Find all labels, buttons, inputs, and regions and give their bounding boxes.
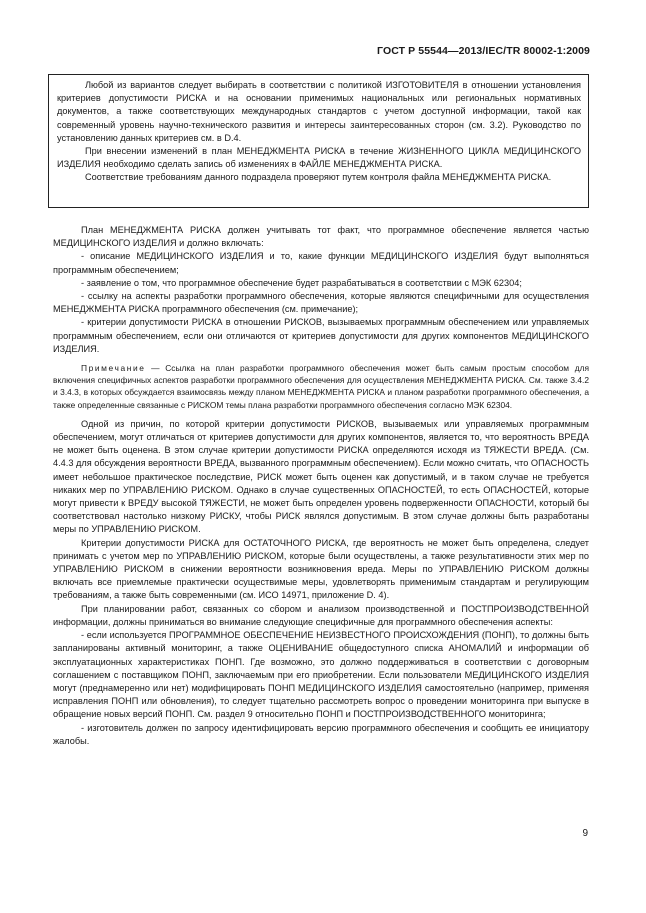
planning-paragraph: При планировании работ, связанных со сбором и анализом производственной и ПОСТПРОИЗВОДСТВЕННОЙ информации, должны приниматься во внимание следующие специфичные для программного обеспечения аспекты: <box>53 603 589 627</box>
box-paragraph-compliance: Соответствие требованиям данного подраздела проверяют путем контроля файла МЕНЕДЖМЕНТА РИСКА. <box>85 172 552 183</box>
list-item: - изготовитель должен по запросу идентифицировать версию программного обеспечения и сообщить ее инициатору жалобы. <box>53 722 589 746</box>
box-paragraph-changes: При внесении изменений в план МЕНЕДЖМЕНТА РИСКА в течение ЖИЗНЕННОГО ЦИКЛА МЕДИЦИНСКОГО ИЗДЕЛИЯ необходимо сделать запись об изменениях в ФАЙЛЕ МЕНЕДЖМЕНТА РИСКА. <box>57 146 581 170</box>
list-item: - критерии допустимости РИСКА в отношении РИСКОВ, вызываемых программным обеспечением или управляемых программным обеспечением, если они отличаются от критериев допустимости для других компонентов МЕДИЦИНСКОГО ИЗДЕЛИЯ. <box>53 317 589 354</box>
list-item: - ссылку на аспекты разработки программного обеспечения, которые являются специфичными для осуществления МЕНЕДЖМЕНТА РИСКА программного обеспечения (см. примечание); <box>53 291 589 315</box>
note-paragraph <box>53 362 589 411</box>
residual-risk-paragraph: Критерии допустимости РИСКА для ОСТАТОЧНОГО РИСКА, где вероятность не может быть определена, следует принимать с учетом мер по УПРАВЛЕНИЮ РИСКОМ, которые были осуществлены, а также результативности этих мер по УПРАВЛЕНИЮ РИСКОМ в снижении вероятности возникновения вреда. Меры по УПРАВЛЕНИЮ РИСКОМ должны включать все приемлемые практически осуществимые меры, удовлетворять применимым стандартам и регулирующим требованиям, а также быть современными (см. ИСО 14971, приложение D. 4). <box>53 537 589 601</box>
list-item: - описание МЕДИЦИНСКОГО ИЗДЕЛИЯ и то, какие функции МЕДИЦИНСКОГО ИЗДЕЛИЯ будут выполняться программным обеспечением; <box>53 251 589 275</box>
harm-probability-paragraph: Одной из причин, по которой критерии допустимости РИСКОВ, вызываемых или управляемых программным обеспечением, могут отличаться от критериев допустимости для других компонентов, является то, что вероятность ВРЕДА не может быть оценена. В этом случае критерии допустимости РИСКА определяются исходя из ТЯЖЕСТИ ВРЕДА. (См. 4.4.3 для обсуждения вероятности ВРЕДА, вызванного программным обеспечением). Если можно считать, что ОПАСНОСТЬ имеет небольшое практическое последствие, РИСК может быть оценен как допустимый, и в таком случае не требуется никаких мер по УПРАВЛЕНИЮ РИСКОМ. Однако в случае существенных ОПАСНОСТЕЙ, то есть ОПАСНОСТЕЙ, которые могут привести к ВРЕДУ высокой ТЯЖЕСТИ, не может быть определен уровень подверженности ОПАСНОСТИ, который бы соответствовал настолько низкому РИСКУ, чтобы РИСК являлся допустимым. В этом случае должны быть разработаны меры по УПРАВЛЕНИЮ РИСКОМ. <box>53 418 589 535</box>
note-label: Примечание <box>81 363 146 374</box>
document-header: ГОСТ Р 55544—2013/IEC/TR 80002-1:2009 <box>377 45 590 57</box>
quoted-requirement-box <box>48 74 589 208</box>
intro-paragraph: План МЕНЕДЖМЕНТА РИСКА должен учитывать тот факт, что программное обеспечение является частью МЕДИЦИНСКОГО ИЗДЕЛИЯ и должно включать: <box>53 225 589 249</box>
note-text: — Ссылка на план разработки программного обеспечения может быть самым простым способом для включения специфичных аспектов разработки программного обеспечения для осуществления МЕНЕДЖМЕНТА РИСКА. См. также 3.4.2 и 3.4.3, в которых обсуждается взаимосвязь между планом МЕНЕДЖМЕНТА РИСКА и планом разработки программного обеспечения, а также определенные связанные с РИСКОМ темы плана разработки программного обеспечения согласно МЭК 62304. <box>53 363 589 410</box>
main-text <box>53 224 589 748</box>
box-paragraph-criteria: Любой из вариантов следует выбирать в соответствии с политикой ИЗГОТОВИТЕЛЯ в отношении установления критериев допустимости РИСКА и на основании применимых национальных или региональных нормативных документов, а также соответствующих международных стандартов с учетом доступной информации, такой как современный уровень научно-технического развития и интересы заинтересованных сторон (см. 3.2). Руководство по установлению данных критериев см. в D.4. <box>57 80 581 143</box>
list-item: - заявление о том, что программное обеспечение будет разрабатываться в соответствии с МЭК 62304; <box>81 277 522 288</box>
page-number: 9 <box>582 828 588 839</box>
list-item: - если используется ПРОГРАММНОЕ ОБЕСПЕЧЕНИЕ НЕИЗВЕСТНОГО ПРОИСХОЖДЕНИЯ (ПОНП), то должны быть запланированы активный мониторинг, а также ОЦЕНИВАНИЕ общедоступного списка АНОМАЛИЙ и информации об эксплуатационных характеристиках ПОНП. Где возможно, это должно поддерживаться в соответствии с договорным соглашением с поставщиком ПОНП, заключаемым при его приобретении. Если пользователи МЕДИЦИНСКОГО ИЗДЕЛИЯ могут (преднамеренно или нет) модифицировать ПОНП МЕДИЦИНСКОГО ИЗДЕЛИЯ самостоятельно (например, применяя исправления ПОНП или обновления), то следует тщательно рассмотреть вопрос о проведении мониторинга при выпуске в обращение новых версий ПОНП. См. раздел 9 относительно ПОНП и ПОСТПРОИЗВОДСТВЕННОГО мониторинга; <box>53 630 589 720</box>
